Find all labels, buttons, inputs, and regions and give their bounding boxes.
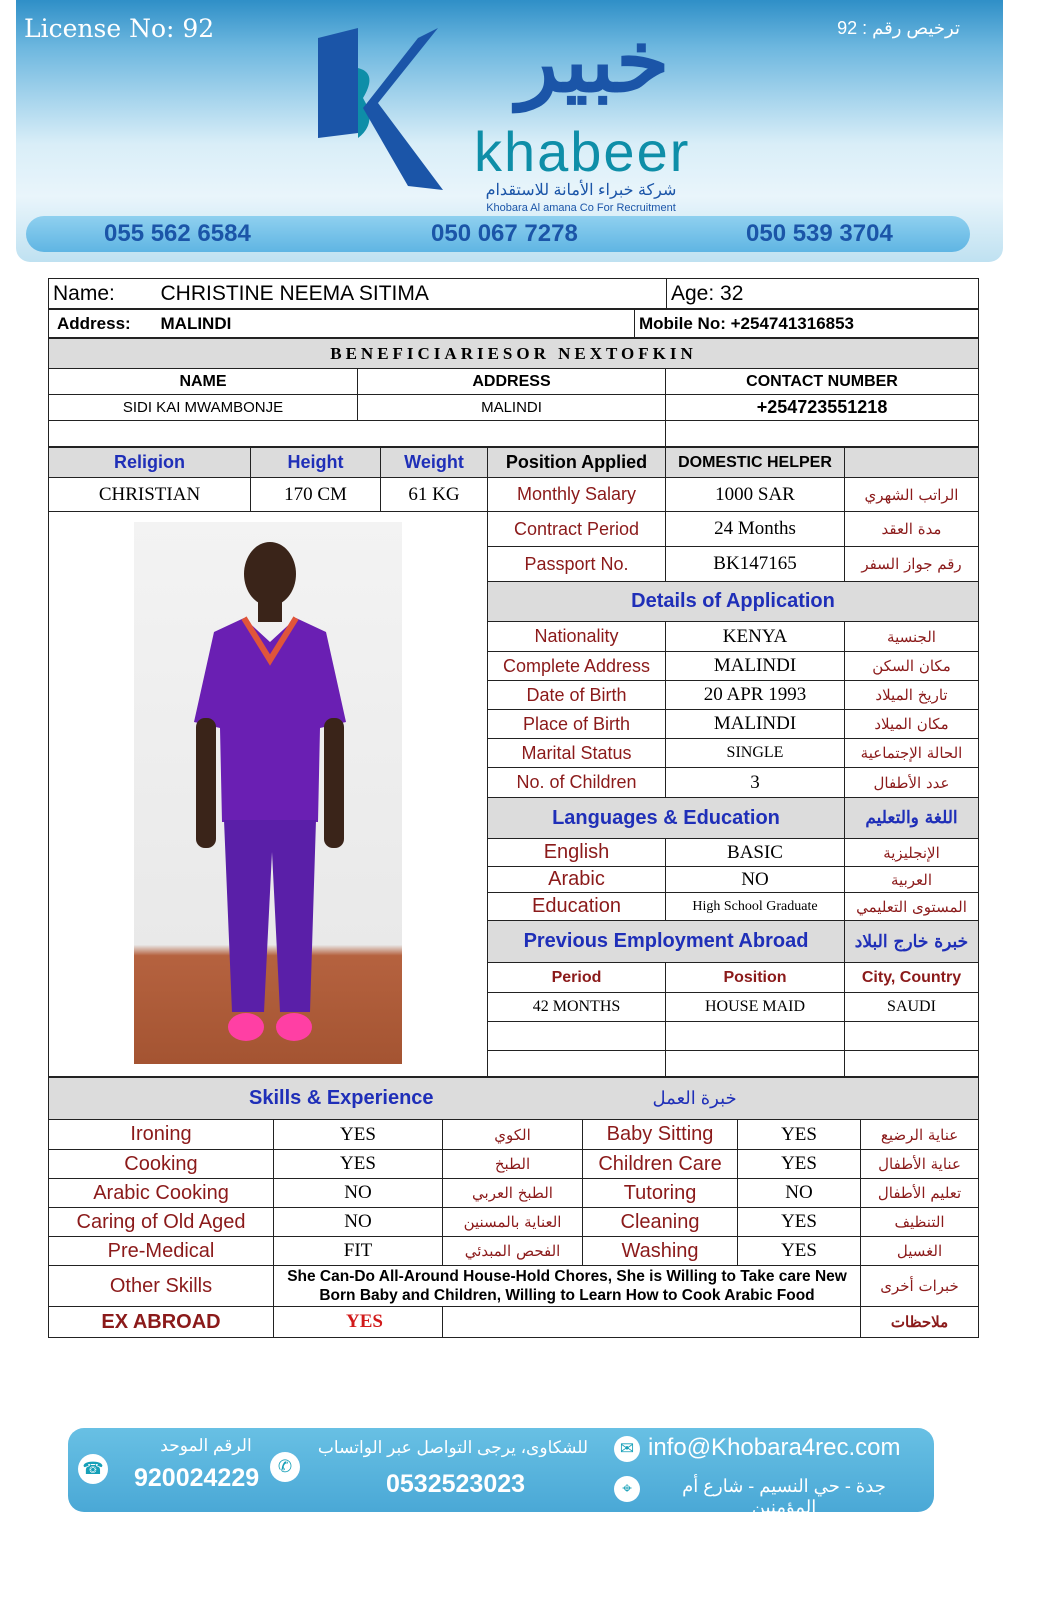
detail-label-arabic: مكان الميلاد	[845, 710, 979, 739]
language-label: Arabic	[488, 867, 666, 893]
skill-label: Arabic Cooking	[49, 1179, 274, 1208]
other-skills-value: She Can-Do All-Around House-Hold Chores, She is Willing to Take care New Born Baby and Children, Willing to Learn How to Cook Arabic Food	[274, 1266, 861, 1307]
skill-value: YES	[274, 1120, 443, 1150]
license-number-arabic: ترخيص رقم : 92	[837, 18, 960, 38]
detail-value: 20 APR 1993	[666, 681, 845, 710]
notes-label-arabic: ملاحظات	[861, 1307, 979, 1338]
detail-label: Complete Address	[488, 652, 666, 681]
detail-value: MALINDI	[666, 710, 845, 739]
skill-value: YES	[738, 1150, 861, 1179]
company-name-english: Khobara Al amana Co For Recruitment	[486, 202, 676, 214]
skill-value: YES	[274, 1150, 443, 1179]
unified-number[interactable]: 920024229	[134, 1464, 260, 1492]
skill-value: NO	[274, 1208, 443, 1237]
language-value: NO	[666, 867, 845, 893]
email-icon: ✉	[614, 1436, 640, 1462]
contract-label-arabic: رقم جواز السفر	[845, 547, 979, 582]
employment-section-title-arabic: خبرة خارج البلاد	[845, 921, 979, 963]
skill-label: Caring of Old Aged	[49, 1208, 274, 1237]
detail-label: Marital Status	[488, 739, 666, 768]
weight-value: 61 KG	[381, 478, 488, 512]
skill-value: YES	[738, 1120, 861, 1150]
ex-abroad-value: YES	[274, 1307, 443, 1338]
empty-cell	[666, 1051, 845, 1077]
mobile-value: +254741316853	[730, 313, 855, 333]
empty-cell	[666, 1022, 845, 1051]
skill-label: Children Care	[583, 1150, 738, 1179]
empty-cell	[49, 421, 666, 447]
detail-label: No. of Children	[488, 768, 666, 798]
kin-address: MALINDI	[358, 395, 666, 421]
kin-header-name: NAME	[49, 369, 358, 395]
employment-section-title: Previous Employment Abroad	[488, 921, 845, 963]
office-address: جدة - حي النسيم - شارع أم المؤمنين	[682, 1476, 886, 1517]
weight-label: Weight	[381, 448, 488, 478]
kin-header-contact: CONTACT NUMBER	[666, 369, 979, 395]
empty-cell	[488, 1051, 666, 1077]
detail-label-arabic: الحالة الإجتماعية	[845, 739, 979, 768]
skill-value: FIT	[274, 1237, 443, 1266]
employment-city: SAUDI	[845, 993, 979, 1022]
empty-cell	[845, 1051, 979, 1077]
contract-value: BK147165	[666, 547, 845, 582]
skill-label-arabic: العناية بالمسنين	[443, 1208, 583, 1237]
skills-section-title: Skills & Experience	[49, 1078, 583, 1120]
email-address[interactable]: info@Khobara4rec.com	[648, 1434, 901, 1461]
candidate-address: MALINDI	[157, 310, 635, 338]
khabeer-logo-icon	[318, 28, 448, 190]
empty-cell	[666, 421, 979, 447]
education-label: Education	[488, 893, 666, 921]
detail-value: MALINDI	[666, 652, 845, 681]
contract-value: 24 Months	[666, 512, 845, 547]
next-of-kin-title: BENEFICIARIESOR NEXTOFKIN	[49, 339, 979, 369]
skills-section-title-arabic: خبرة العمل	[583, 1078, 979, 1120]
ex-abroad-label: EX ABROAD	[49, 1307, 274, 1338]
detail-value: KENYA	[666, 622, 845, 652]
religion-label: Religion	[49, 448, 251, 478]
skill-value: NO	[738, 1179, 861, 1208]
location-icon: ⌖	[614, 1476, 640, 1502]
skill-value: YES	[738, 1237, 861, 1266]
contract-label-arabic: مدة العقد	[845, 512, 979, 547]
mobile-label: Mobile No:	[639, 313, 726, 333]
other-skills-label: Other Skills	[49, 1266, 274, 1307]
skill-label: Baby Sitting	[583, 1120, 738, 1150]
detail-label: Place of Birth	[488, 710, 666, 739]
contract-label-arabic: الراتب الشهري	[845, 478, 979, 512]
skill-label-arabic: الكوي	[443, 1120, 583, 1150]
age-label: Age:	[671, 281, 715, 305]
notes-cell	[443, 1307, 861, 1338]
employment-period: 42 MONTHS	[488, 993, 666, 1022]
skill-label: Ironing	[49, 1120, 274, 1150]
other-skills-label-arabic: خبرات أخرى	[861, 1266, 979, 1307]
education-label-arabic: المستوى التعليمي	[845, 893, 979, 921]
skills-table	[48, 1077, 979, 1338]
detail-label-arabic: مكان السكن	[845, 652, 979, 681]
skill-label-arabic: عناية الرضيع	[861, 1120, 979, 1150]
detail-label-arabic: تاريخ الميلاد	[845, 681, 979, 710]
skill-label-arabic: عناية الأطفال	[861, 1150, 979, 1179]
contact-footer	[68, 1428, 934, 1517]
address-label: Address:	[49, 310, 157, 338]
height-value: 170 CM	[251, 478, 381, 512]
skill-label-arabic: التنظيف	[861, 1208, 979, 1237]
skill-label: Cleaning	[583, 1208, 738, 1237]
contract-label: Passport No.	[488, 547, 666, 582]
details-table	[48, 447, 979, 1077]
detail-value: 3	[666, 768, 845, 798]
language-label-arabic: العربية	[845, 867, 979, 893]
candidate-photo	[134, 522, 402, 1064]
contract-label: Contract Period	[488, 512, 666, 547]
skill-value: YES	[738, 1208, 861, 1237]
details-section-title: Details of Application	[488, 582, 979, 622]
detail-label-arabic: عدد الأطفال	[845, 768, 979, 798]
whatsapp-number[interactable]: 0532523023	[386, 1470, 526, 1498]
detail-value: SINGLE	[666, 739, 845, 768]
employment-header-period: Period	[488, 963, 666, 993]
detail-label: Nationality	[488, 622, 666, 652]
employment-header-position: Position	[666, 963, 845, 993]
contract-value: 1000 SAR	[666, 478, 845, 512]
skill-label: Pre-Medical	[49, 1237, 274, 1266]
skill-label-arabic: الغسيل	[861, 1237, 979, 1266]
phone-icon: ☎	[78, 1454, 108, 1484]
skill-label-arabic: تعليم الأطفال	[861, 1179, 979, 1208]
detail-label: Date of Birth	[488, 681, 666, 710]
name-label: Name:	[49, 279, 157, 309]
candidate-name: CHRISTINE NEEMA SITIMA	[157, 279, 667, 309]
company-name-arabic: شركة خبراء الأمانة للاستقدام	[485, 182, 677, 199]
contract-label: Monthly Salary	[488, 478, 666, 512]
skill-label-arabic: الطبخ العربي	[443, 1179, 583, 1208]
candidate-info-table	[48, 278, 979, 309]
language-label: English	[488, 839, 666, 867]
height-label: Height	[251, 448, 381, 478]
skill-label: Cooking	[49, 1150, 274, 1179]
age-value: 32	[720, 281, 744, 305]
application-form	[48, 278, 978, 1338]
logo-arabic-wordmark: خبير	[516, 14, 670, 110]
languages-section-title-arabic: اللغة والتعليم	[845, 798, 979, 839]
empty-cell	[845, 1022, 979, 1051]
phone-number[interactable]: 055 562 6584	[104, 220, 251, 247]
next-of-kin-table	[48, 338, 979, 447]
phone-number[interactable]: 050 539 3704	[746, 220, 893, 247]
whatsapp-icon: ✆	[270, 1452, 300, 1482]
position-applied-label: Position Applied	[488, 448, 666, 478]
kin-header-address: ADDRESS	[358, 369, 666, 395]
person-figure	[134, 522, 402, 1064]
language-value: BASIC	[666, 839, 845, 867]
empty-cell	[488, 1022, 666, 1051]
languages-section-title: Languages & Education	[488, 798, 845, 839]
skill-label: Tutoring	[583, 1179, 738, 1208]
photo-cell	[49, 512, 488, 1077]
license-number: License No: 92	[24, 14, 215, 43]
position-applied-value: DOMESTIC HELPER	[666, 448, 845, 478]
phone-number[interactable]: 050 067 7278	[431, 220, 578, 247]
skill-value: NO	[274, 1179, 443, 1208]
address-table	[48, 309, 979, 338]
empty-cell	[845, 448, 979, 478]
language-label-arabic: الإنجليزية	[845, 839, 979, 867]
kin-name: SIDI KAI MWAMBONJE	[49, 395, 358, 421]
employment-position: HOUSE MAID	[666, 993, 845, 1022]
skill-label: Washing	[583, 1237, 738, 1266]
employment-header-city: City, Country	[845, 963, 979, 993]
skill-label-arabic: الفحص المبدئي	[443, 1237, 583, 1266]
logo-latin-wordmark: khabeer	[474, 120, 691, 183]
kin-contact: +254723551218	[666, 395, 979, 421]
detail-label-arabic: الجنسية	[845, 622, 979, 652]
unified-number-label: الرقم الموحد	[160, 1436, 252, 1455]
education-value: High School Graduate	[666, 893, 845, 921]
skill-label-arabic: الطبخ	[443, 1150, 583, 1179]
religion-value: CHRISTIAN	[49, 478, 251, 512]
whatsapp-complaints-label: للشكاوى، يرجى التواصل عبر الواتساب	[317, 1438, 589, 1457]
